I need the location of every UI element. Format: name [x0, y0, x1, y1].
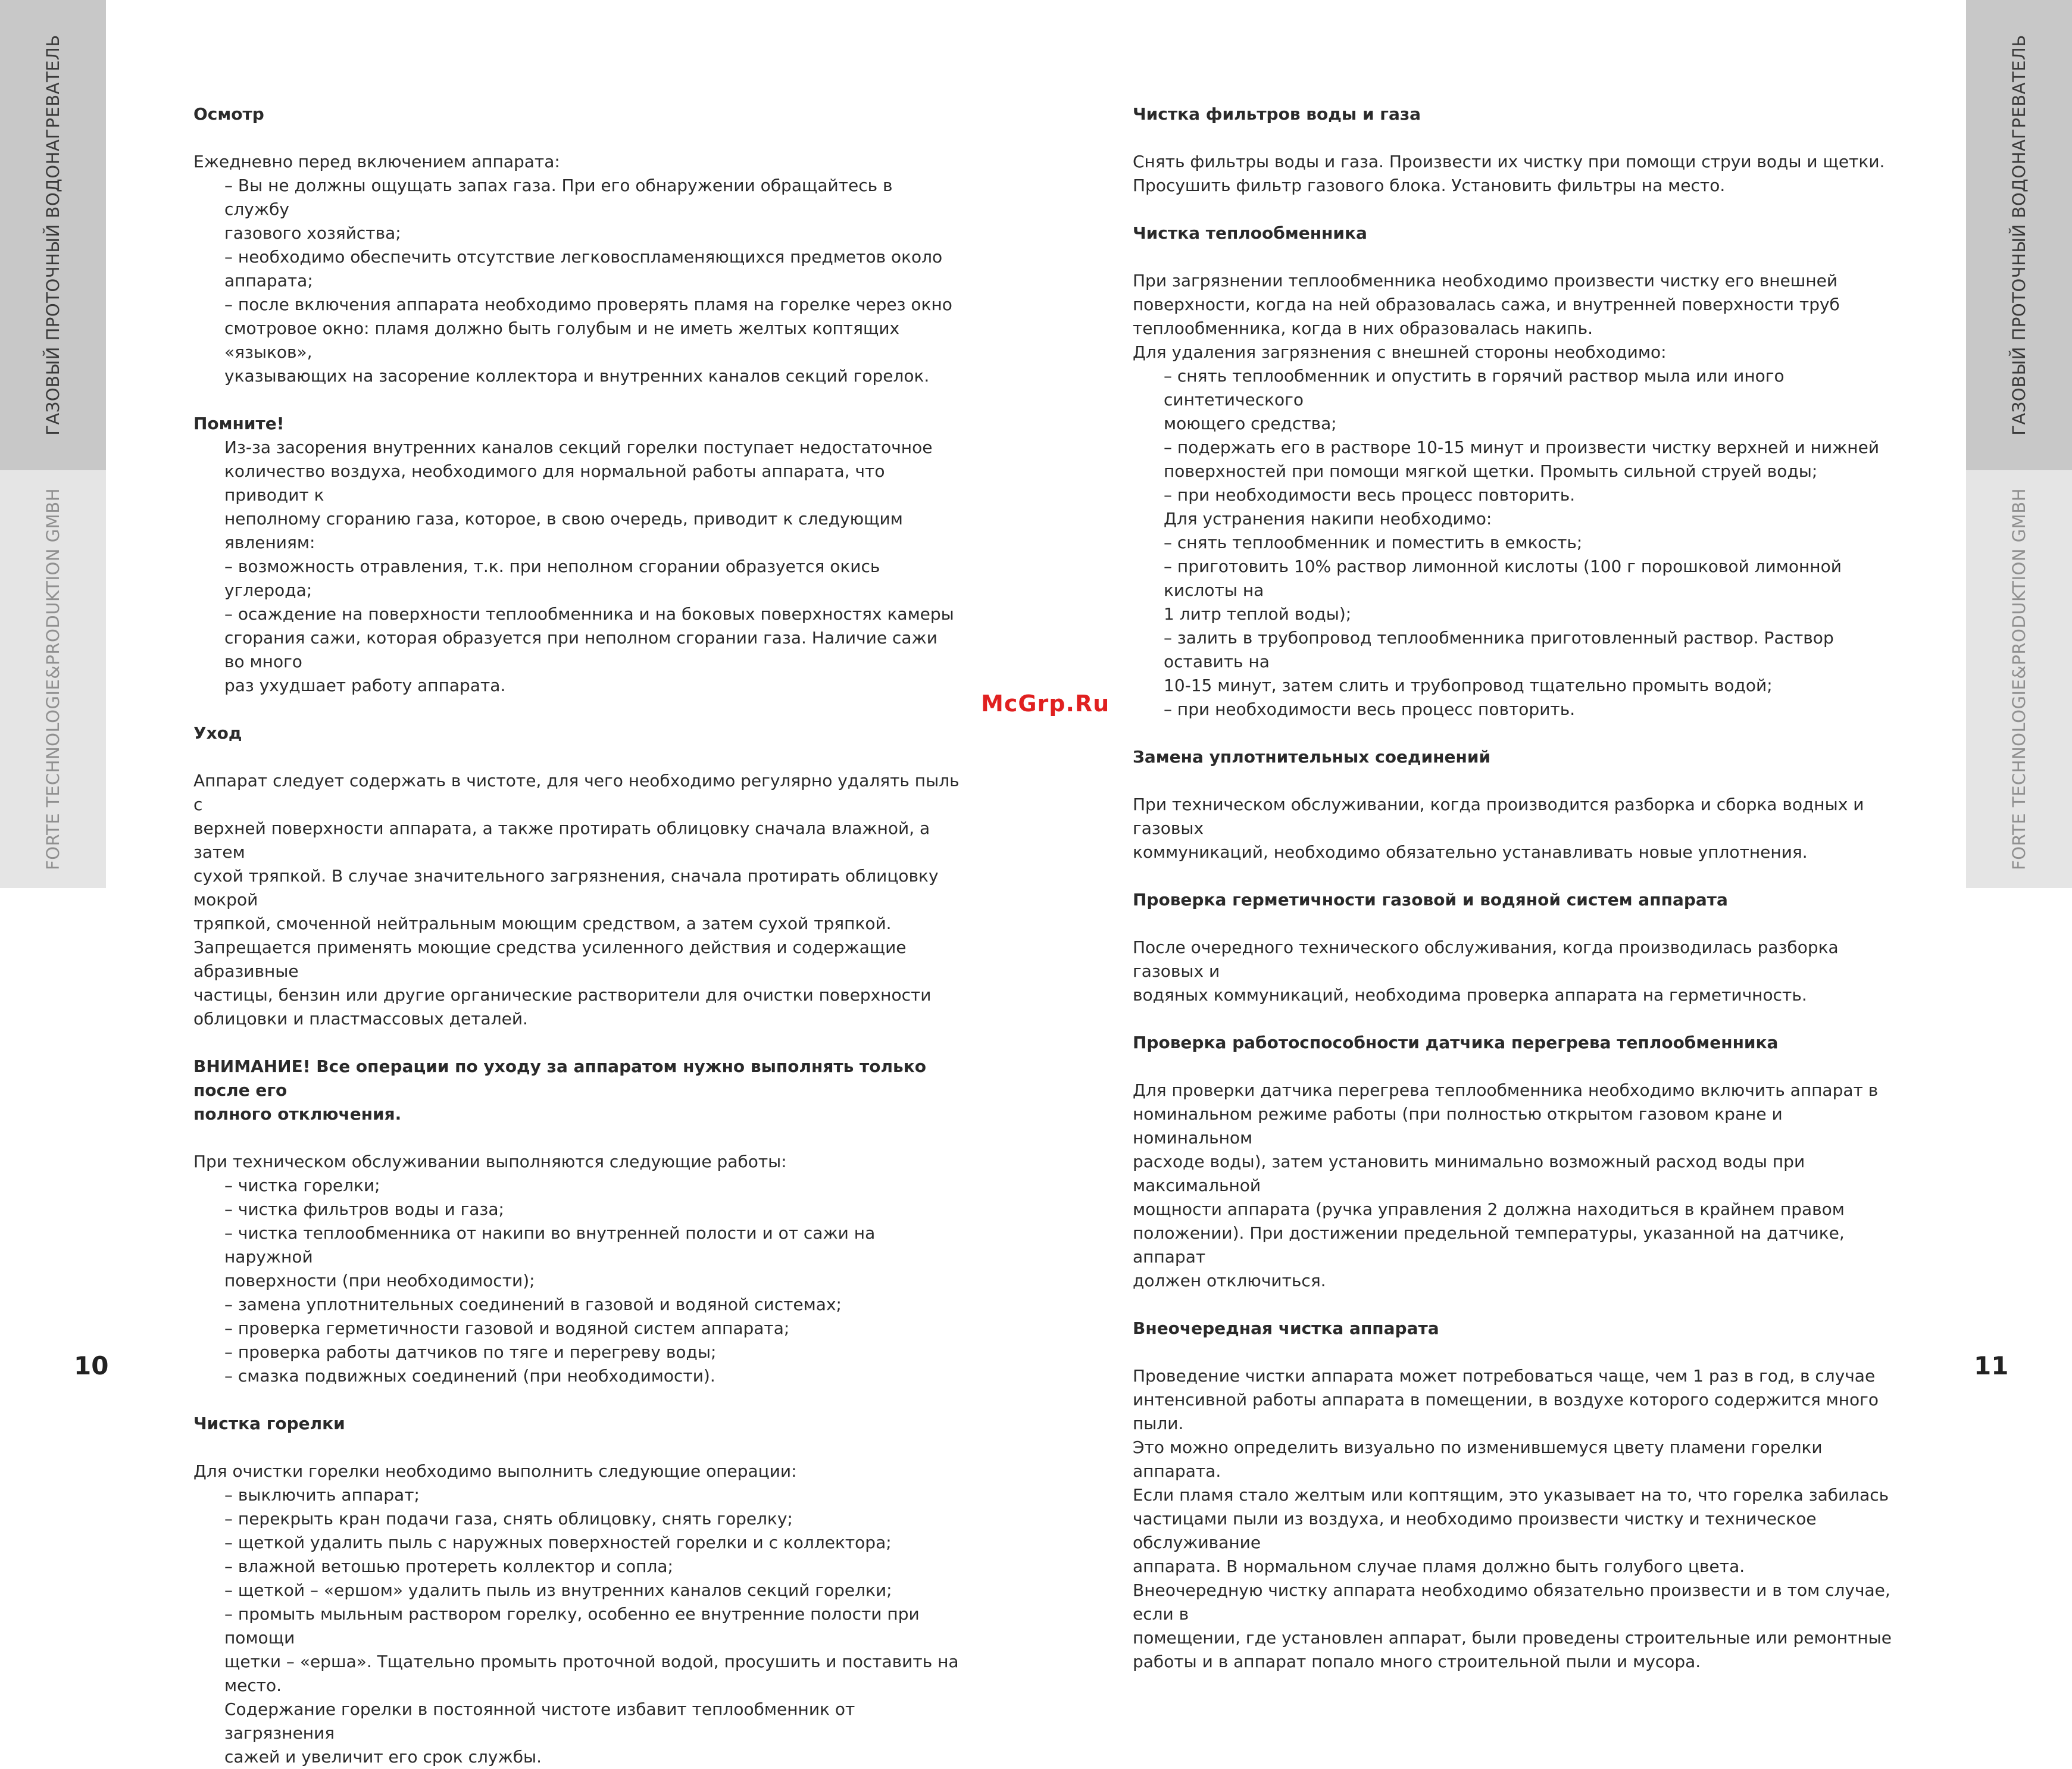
paragraph-line: работы и в аппарат попало много строительной пыли и мусора. — [1133, 1652, 1701, 1671]
paragraph-line: номинальном режиме работы (при полностью открытом газовом кране и номинальном — [1133, 1104, 1783, 1148]
paragraph-line: Для проверки датчика перегрева теплообменника необходимо включить аппарат в — [1133, 1080, 1879, 1100]
paragraph-line: тряпкой, смоченной нейтральным моющим средством, а затем сухой тряпкой. — [193, 914, 892, 933]
list-item: – проверка работы датчиков по тяге и перегреву воды; — [224, 1342, 717, 1362]
spacer — [193, 745, 961, 769]
paragraph-line: интенсивной работы аппарата в помещении, в воздухе которого содержится много пыли. — [1133, 1390, 1879, 1433]
list-item: – возможность отравления, т.к. при неполном сгорании образуется окись углерода; — [224, 557, 880, 600]
paragraph-line: Просушить фильтр газового блока. Установить фильтры на место. — [1133, 176, 1726, 195]
spacer — [193, 698, 961, 721]
paragraph-line: должен отключиться. — [1133, 1271, 1326, 1290]
list-item: – влажной ветошью протереть коллектор и сопла; — [224, 1557, 673, 1576]
spacer — [1133, 245, 1901, 269]
list-item: раз ухудшает работу аппарата. — [224, 676, 506, 695]
paragraph-line: При техническом обслуживании, когда производится разборка и сборка водных и газовых — [1133, 795, 1864, 838]
paragraph-line: Для удаления загрязнения с внешней стороны необходимо: — [1133, 342, 1667, 362]
list-item: – приготовить 10% раствор лимонной кислоты (100 г порошковой лимонной кислоты на — [1164, 557, 1842, 600]
paragraph-line: частицами пыли из воздуха, и необходимо произвести чистку и техническое обслуживание — [1133, 1509, 1817, 1552]
paragraph-line: облицовки и пластмассовых деталей. — [193, 1009, 528, 1029]
list-item: неполному сгоранию газа, которое, в свою очередь, приводит к следующим явлениям: — [224, 509, 903, 552]
spacer — [1133, 126, 1901, 150]
section-heading: Чистка теплообменника — [1133, 223, 1367, 243]
watermark: McGrp.Ru — [981, 690, 1110, 717]
spacer — [193, 1436, 961, 1459]
list-item: – перекрыть кран подачи газа, снять облицовку, снять горелку; — [224, 1509, 793, 1529]
warning-text: ВНИМАНИЕ! Все операции по уходу за аппаратом нужно выполнять только после его — [193, 1057, 926, 1100]
right-page-text — [1133, 102, 1901, 1674]
list-item: – чистка горелки; — [224, 1176, 380, 1195]
list-item: – осаждение на поверхности теплообменника и на боковых поверхностях камеры — [224, 604, 954, 624]
spacer — [1133, 864, 1901, 888]
spacer — [193, 1388, 961, 1412]
list-item: – залить в трубопровод теплообменника приготовленный раствор. Раствор оставить на — [1164, 628, 1834, 671]
paragraph-line: поверхности, когда на ней образовалась сажа, и внутренней поверхности труб — [1133, 295, 1840, 314]
list-item: 10-15 минут, затем слить и трубопровод тщательно промыть водой; — [1164, 676, 1773, 695]
list-item: поверхностей при помощи мягкой щетки. Промыть сильной струей воды; — [1164, 461, 1818, 481]
paragraph-line: расходе воды), затем установить минимально возможный расход воды при максимальной — [1133, 1152, 1805, 1195]
page-number-right: 11 — [1974, 1351, 2009, 1380]
left-sidebar-title: ГАЗОВЫЙ ПРОТОЧНЫЙ ВОДОНАГРЕВАТЕЛЬ — [43, 35, 63, 436]
list-item: – щеткой – «ершом» удалить пыль из внутренних каналов секций горелки; — [224, 1580, 892, 1600]
spacer — [1133, 1340, 1901, 1364]
paragraph-line: коммуникаций, необходимо обязательно устанавливать новые уплотнения. — [1133, 842, 1808, 862]
left-sidebar-company: FORTE TECHNOLOGIE&PRODUKTION GMBH — [43, 488, 63, 870]
section-heading: Проверка герметичности газовой и водяной систем аппарата — [1133, 890, 1728, 909]
spacer — [1133, 912, 1901, 936]
paragraph-line: теплообменника, когда в них образовалась накипь. — [1133, 318, 1593, 338]
paragraph-line: Снять фильтры воды и газа. Произвести их чистку при помощи струи воды и щетки. — [1133, 152, 1885, 171]
paragraph-line: частицы, бензин или другие органические растворители для очистки поверхности — [193, 985, 932, 1005]
spacer — [1133, 1055, 1901, 1079]
list-item: – замена уплотнительных соединений в газовой и водяной системах; — [224, 1295, 842, 1314]
list-item: сгорания сажи, которая образуется при неполном сгорании газа. Наличие сажи во много — [224, 628, 937, 671]
section-heading: Внеочередная чистка аппарата — [1133, 1318, 1439, 1338]
list-item: сажей и увеличит его срок службы. — [224, 1747, 542, 1767]
list-item: – проверка герметичности газовой и водяной систем аппарата; — [224, 1318, 790, 1338]
section-heading: Помните! — [193, 414, 285, 433]
spacer — [1133, 1007, 1901, 1031]
section-heading: Уход — [193, 723, 242, 743]
paragraph-line: Это можно определить визуально по изменившемуся цвету пламени горелки аппарата. — [1133, 1437, 1823, 1481]
paragraph-line: аппарата. В нормальном случае пламя должно быть голубого цвета. — [1133, 1557, 1745, 1576]
list-item: – чистка фильтров воды и газа; — [224, 1199, 504, 1219]
list-item: указывающих на засорение коллектора и внутренних каналов секций горелок. — [224, 366, 930, 386]
paragraph-line: водяных коммуникаций, необходима проверка аппарата на герметичность. — [1133, 985, 1807, 1005]
paragraph-line: Запрещается применять моющие средства усиленного действия и содержащие абразивные — [193, 937, 907, 981]
paragraph-line: Если пламя стало желтым или коптящим, это указывает на то, что горелка забилась — [1133, 1485, 1889, 1505]
list-item: моющего средства; — [1164, 414, 1337, 433]
list-item: – при необходимости весь процесс повторить. — [1164, 699, 1576, 719]
list-item: – снять теплообменник и опустить в горячий раствор мыла или иного синтетического — [1164, 366, 1785, 410]
paragraph-line: Проведение чистки аппарата может потребоваться чаще, чем 1 раз в год, в случае — [1133, 1366, 1876, 1386]
list-item: смотровое окно: пламя должно быть голубым и не иметь желтых коптящих «языков», — [224, 318, 900, 362]
list-item: щетки – «ерша». Тщательно промыть проточной водой, просушить и поставить на место. — [224, 1652, 959, 1695]
list-item: Из-за засорения внутренних каналов секций горелки поступает недостаточное — [224, 437, 933, 457]
list-item: – смазка подвижных соединений (при необходимости). — [224, 1366, 715, 1386]
right-sidebar-company: FORTE TECHNOLOGIE&PRODUKTION GMBH — [2009, 488, 2029, 870]
spacer — [1133, 198, 1901, 221]
page-number-left: 10 — [74, 1351, 109, 1380]
list-item: – Вы не должны ощущать запах газа. При его обнаружении обращайтесь в службу — [224, 176, 893, 219]
section-heading: Проверка работоспособности датчика перегрева теплообменника — [1133, 1033, 1779, 1052]
list-item: – необходимо обеспечить отсутствие легковоспламеняющихся предметов около — [224, 247, 943, 267]
paragraph-line: Для очистки горелки необходимо выполнить следующие операции: — [193, 1461, 797, 1481]
list-item: Для устранения накипи необходимо: — [1164, 509, 1492, 529]
paragraph-line: сухой тряпкой. В случае значительного загрязнения, сначала протирать облицовку мокрой — [193, 866, 939, 909]
spacer — [1133, 721, 1901, 745]
list-item: – после включения аппарата необходимо проверять пламя на горелке через окно — [224, 295, 952, 314]
left-sidebar — [0, 0, 106, 888]
list-item: Содержание горелки в постоянной чистоте избавит теплообменник от загрязнения — [224, 1699, 855, 1743]
list-item: – снять теплообменник и поместить в емкость; — [1164, 533, 1583, 552]
spacer — [193, 1031, 961, 1055]
paragraph-line: При загрязнении теплообменника необходимо произвести чистку его внешней — [1133, 271, 1838, 290]
paragraph-line: После очередного технического обслуживания, когда производилась разборка газовых и — [1133, 937, 1839, 981]
spacer — [193, 126, 961, 150]
list-item: – промыть мыльным раствором горелку, особенно ее внутренние полости при помощи — [224, 1604, 920, 1648]
list-item: – подержать его в растворе 10-15 минут и произвести чистку верхней и нижней — [1164, 437, 1880, 457]
list-item: поверхности (при необходимости); — [224, 1271, 535, 1290]
section-heading: Чистка фильтров воды и газа — [1133, 104, 1421, 124]
section-heading: Осмотр — [193, 104, 264, 124]
section-heading: Чистка горелки — [193, 1414, 345, 1433]
paragraph-line: Аппарат следует содержать в чистоте, для чего необходимо регулярно удалять пыль с — [193, 771, 960, 814]
paragraph-line: помещении, где установлен аппарат, были проведены строительные или ремонтные — [1133, 1628, 1892, 1648]
list-item: 1 литр теплой воды); — [1164, 604, 1352, 624]
list-item: – выключить аппарат; — [224, 1485, 420, 1505]
spacer — [193, 388, 961, 412]
left-page-text — [193, 102, 961, 1769]
right-sidebar — [1966, 0, 2072, 888]
list-item: – при необходимости весь процесс повторить. — [1164, 485, 1576, 505]
paragraph-line: При техническом обслуживании выполняются следующие работы: — [193, 1152, 787, 1171]
list-item: – чистка теплообменника от накипи во внутренней полости и от сажи на наружной — [224, 1223, 876, 1267]
warning-text: полного отключения. — [193, 1104, 402, 1124]
paragraph-line: Внеочередную чистку аппарата необходимо обязательно произвести и в том случае, если в — [1133, 1580, 1890, 1624]
list-item: количество воздуха, необходимого для нормальной работы аппарата, что приводит к — [224, 461, 885, 505]
paragraph-line: верхней поверхности аппарата, а также протирать облицовку сначала влажной, а затем — [193, 818, 930, 862]
paragraph-line: Ежедневно перед включением аппарата: — [193, 152, 560, 171]
list-item: газового хозяйства; — [224, 223, 401, 243]
paragraph-line: положении). При достижении предельной температуры, указанной на датчике, аппарат — [1133, 1223, 1845, 1267]
section-heading: Замена уплотнительных соединений — [1133, 747, 1491, 767]
list-item: – щеткой удалить пыль с наружных поверхностей горелки и с коллектора; — [224, 1533, 892, 1552]
spacer — [1133, 769, 1901, 793]
right-sidebar-title: ГАЗОВЫЙ ПРОТОЧНЫЙ ВОДОНАГРЕВАТЕЛЬ — [2009, 35, 2029, 436]
list-item: аппарата; — [224, 271, 313, 290]
spacer — [193, 1126, 961, 1150]
spacer — [1133, 1293, 1901, 1317]
paragraph-line: мощности аппарата (ручка управления 2 должна находиться в крайнем правом — [1133, 1199, 1845, 1219]
